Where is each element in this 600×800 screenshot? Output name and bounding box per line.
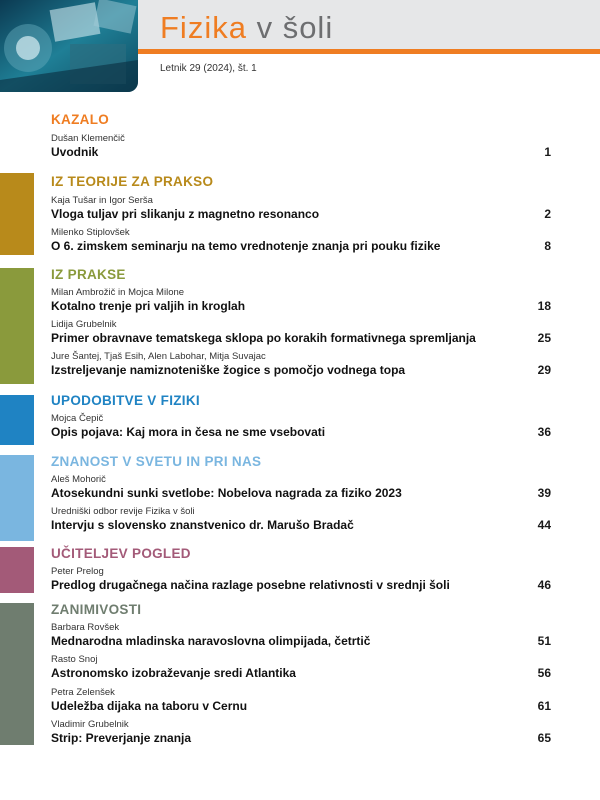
entry-author: Vladimir Grubelnik xyxy=(51,719,129,730)
entry-author: Mojca Čepič xyxy=(51,413,104,424)
section-title-znanost: ZNANOST V SVETU IN PRI NAS xyxy=(51,454,262,469)
entry-title: Kotalno trenje pri valjih in kroglah xyxy=(51,299,246,313)
entry-title: Mednarodna mladinska naravoslovna olimpijada, četrtič xyxy=(51,634,371,648)
entry-author: Petra Zelenšek xyxy=(51,687,115,698)
entry-page: 51 xyxy=(537,634,551,648)
entry-page: 8 xyxy=(544,239,551,253)
entry-title: Vloga tuljav pri slikanju z magnetno resonanco xyxy=(51,207,320,221)
magazine-title xyxy=(160,10,333,46)
entry-author: Milan Ambrožič in Mojca Milone xyxy=(51,287,185,298)
entry-page: 1 xyxy=(544,145,551,159)
section-title-praksa: IZ PRAKSE xyxy=(51,267,126,282)
toc-entry[interactable] xyxy=(51,622,551,649)
entry-author: Aleš Mohorič xyxy=(51,474,106,485)
section-title-upodobitve: UPODOBITVE V FIZIKI xyxy=(51,393,200,408)
entry-title: Astronomsko izobraževanje sredi Atlantika xyxy=(51,666,296,680)
issue-info: Letnik 29 (2024), št. 1 xyxy=(160,63,257,74)
entry-page: 44 xyxy=(537,518,551,532)
entry-page: 18 xyxy=(537,299,551,313)
section-title-kazalo: KAZALO xyxy=(51,112,110,127)
entry-title: O 6. zimskem seminarju na temo vrednotenje znanja pri pouku fizike xyxy=(51,239,441,253)
entry-author: Jure Šantej, Tjaš Esih, Alen Labohar, Mitja Suvajac xyxy=(51,351,266,362)
toc-entry[interactable] xyxy=(51,319,551,346)
section-title-teorija: IZ TEORIJE ZA PRAKSO xyxy=(51,174,214,189)
section-bar-zanimivosti xyxy=(0,603,34,745)
toc-entry[interactable] xyxy=(51,654,551,681)
toc-entry[interactable] xyxy=(51,351,551,378)
entry-title: Predlog drugačnega načina razlage posebne relativnosti v srednji šoli xyxy=(51,578,450,592)
toc-entry[interactable] xyxy=(51,413,551,440)
section-title-ucitelj: UČITELJEV POGLED xyxy=(51,546,191,561)
entry-page: 39 xyxy=(537,486,551,500)
cover-photo xyxy=(0,0,138,92)
toc-entry[interactable] xyxy=(51,227,551,254)
section-title-zanimivosti: ZANIMIVOSTI xyxy=(51,602,142,617)
entry-page: 61 xyxy=(537,699,551,713)
entry-title: Strip: Preverjanje znanja xyxy=(51,731,192,745)
entry-title: Intervju s slovensko znanstvenico dr. Marušo Bradač xyxy=(51,518,354,532)
toc-entry[interactable] xyxy=(51,287,551,314)
toc-entry[interactable] xyxy=(51,687,551,714)
entry-page: 36 xyxy=(537,425,551,439)
entry-author: Barbara Rovšek xyxy=(51,622,120,633)
entry-page: 29 xyxy=(537,363,551,377)
entry-author: Uredniški odbor revije Fizika v šoli xyxy=(51,506,195,517)
entry-title: Uvodnik xyxy=(51,145,99,159)
entry-title: Opis pojava: Kaj mora in česa ne sme vsebovati xyxy=(51,425,326,439)
title-part-2: v šoli xyxy=(256,10,334,45)
entry-author: Rasto Snoj xyxy=(51,654,98,665)
entry-author: Dušan Klemenčič xyxy=(51,133,125,144)
section-bar-upodobitve xyxy=(0,395,34,445)
toc-entry[interactable] xyxy=(51,133,551,160)
toc-entry[interactable] xyxy=(51,506,551,533)
entry-page: 46 xyxy=(537,578,551,592)
entry-author: Peter Prelog xyxy=(51,566,104,577)
section-bar-ucitelj xyxy=(0,547,34,593)
section-bar-teorija xyxy=(0,173,34,255)
entry-author: Milenko Stiplovšek xyxy=(51,227,130,238)
entry-page: 56 xyxy=(537,666,551,680)
entry-title: Izstreljevanje namiznoteniške žogice s pomočjo vodnega topa xyxy=(51,363,406,377)
toc-entry[interactable] xyxy=(51,719,551,746)
header-rule xyxy=(138,49,600,54)
section-bar-praksa xyxy=(0,268,34,384)
toc-entry[interactable] xyxy=(51,195,551,222)
toc-entry[interactable] xyxy=(51,474,551,501)
entry-title: Udeležba dijaka na taboru v Cernu xyxy=(51,699,248,713)
entry-title: Primer obravnave tematskega sklopa po korakih formativnega spremljanja xyxy=(51,331,476,345)
toc-entry[interactable] xyxy=(51,566,551,593)
entry-page: 65 xyxy=(537,731,551,745)
entry-author: Kaja Tušar in Igor Serša xyxy=(51,195,153,206)
entry-author: Lidija Grubelnik xyxy=(51,319,117,330)
entry-page: 2 xyxy=(544,207,551,221)
entry-page: 25 xyxy=(537,331,551,345)
title-part-1: Fizika xyxy=(160,10,247,45)
entry-title: Atosekundni sunki svetlobe: Nobelova nagrada za fiziko 2023 xyxy=(51,486,402,500)
section-bar-znanost xyxy=(0,455,34,541)
